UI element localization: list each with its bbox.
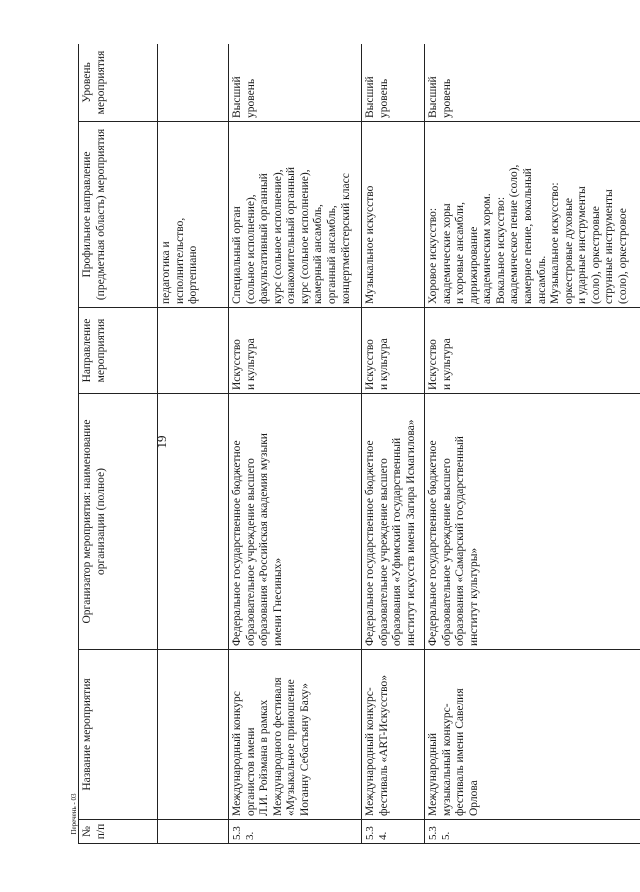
rotated-table-frame xyxy=(78,44,640,844)
document-footer: Перечень - 03 xyxy=(70,793,78,835)
cell-organizer: Федеральное государственное бюджетное образовательное учреждение высшего образования «Российская академия музыки имени Гнесиных» xyxy=(229,394,362,650)
cell-event-name: Международный конкурс- фестиваль «ART-Искусство» xyxy=(362,650,425,820)
header-number: № п/п xyxy=(79,820,158,844)
table-row xyxy=(229,44,362,844)
cell-number: 5.35. xyxy=(425,820,640,844)
cell-profile: педагогика и исполнительство, фортепиано xyxy=(158,122,229,308)
header-profile: Профильное направление (предметная область) мероприятия xyxy=(79,122,158,308)
cell-organizer: Федеральное государственное бюджетное образовательное учреждение высшего образования «Самарский государственный институт культуры» xyxy=(425,394,640,650)
cell-organizer: Федеральное государственное бюджетное образовательное учреждение высшего образования «Уфимский государственный институт искусств имени Загира Исмагилова» xyxy=(362,394,425,650)
cell-profile: Специальный орган (сольное исполнение), факультативный органный курс (сольное исполнение), ознакомительный органный курс (сольное исполнение), камерный ансамбль, органный ансамбль, концертмейстерский класс xyxy=(229,122,362,308)
cell-event-name: Международный конкурс органистов имени Л.И. Ройзмана в рамках Международного фестиваля «Музыкальное приношение Иоганну Себастьяну Баху» xyxy=(229,650,362,820)
cell-level: Высший уровень xyxy=(229,44,362,122)
cell-number: 5.34. xyxy=(362,820,425,844)
cell-level: Высший уровень xyxy=(425,44,640,122)
cell-organizer xyxy=(158,394,229,650)
cell-level xyxy=(158,44,229,122)
cell-event-name xyxy=(158,650,229,820)
cell-profile: Хоровое искусство: академические хоры и хоровые ансамбли, дирижирование академическим хором. Вокальное искусство: академическое пение (соло), камерное пение, вокальный ансамбль. Музыкальное искусство: оркестровые духовые и ударные инструменты (соло), оркестровые струнные инструменты (соло), оркестровое xyxy=(425,122,640,308)
cell-number xyxy=(158,820,229,844)
cell-level: Высший уровень xyxy=(362,44,425,122)
events-table xyxy=(78,44,640,844)
table-container xyxy=(78,44,640,844)
header-level: Уровень мероприятия xyxy=(79,44,158,122)
table-row xyxy=(425,44,640,844)
cell-event-name: Международный музыкальный конкурс- фестиваль имени Савелия Орлова xyxy=(425,650,640,820)
table-header-row xyxy=(79,44,158,844)
page-number: 19 xyxy=(154,435,169,449)
cell-direction: Искусство и культура xyxy=(362,308,425,394)
cell-number: 5.33. xyxy=(229,820,362,844)
cell-direction xyxy=(158,308,229,394)
header-event-name: Название мероприятия xyxy=(79,650,158,820)
header-organizer: Организатор мероприятия: наименование организации (полное) xyxy=(79,394,158,650)
header-direction: Направление мероприятия xyxy=(79,308,158,394)
cell-profile: Музыкальное искусство xyxy=(362,122,425,308)
table-row-continuation xyxy=(158,44,229,844)
cell-direction: Искусство и культура xyxy=(425,308,640,394)
table-row xyxy=(362,44,425,844)
cell-direction: Искусство и культура xyxy=(229,308,362,394)
